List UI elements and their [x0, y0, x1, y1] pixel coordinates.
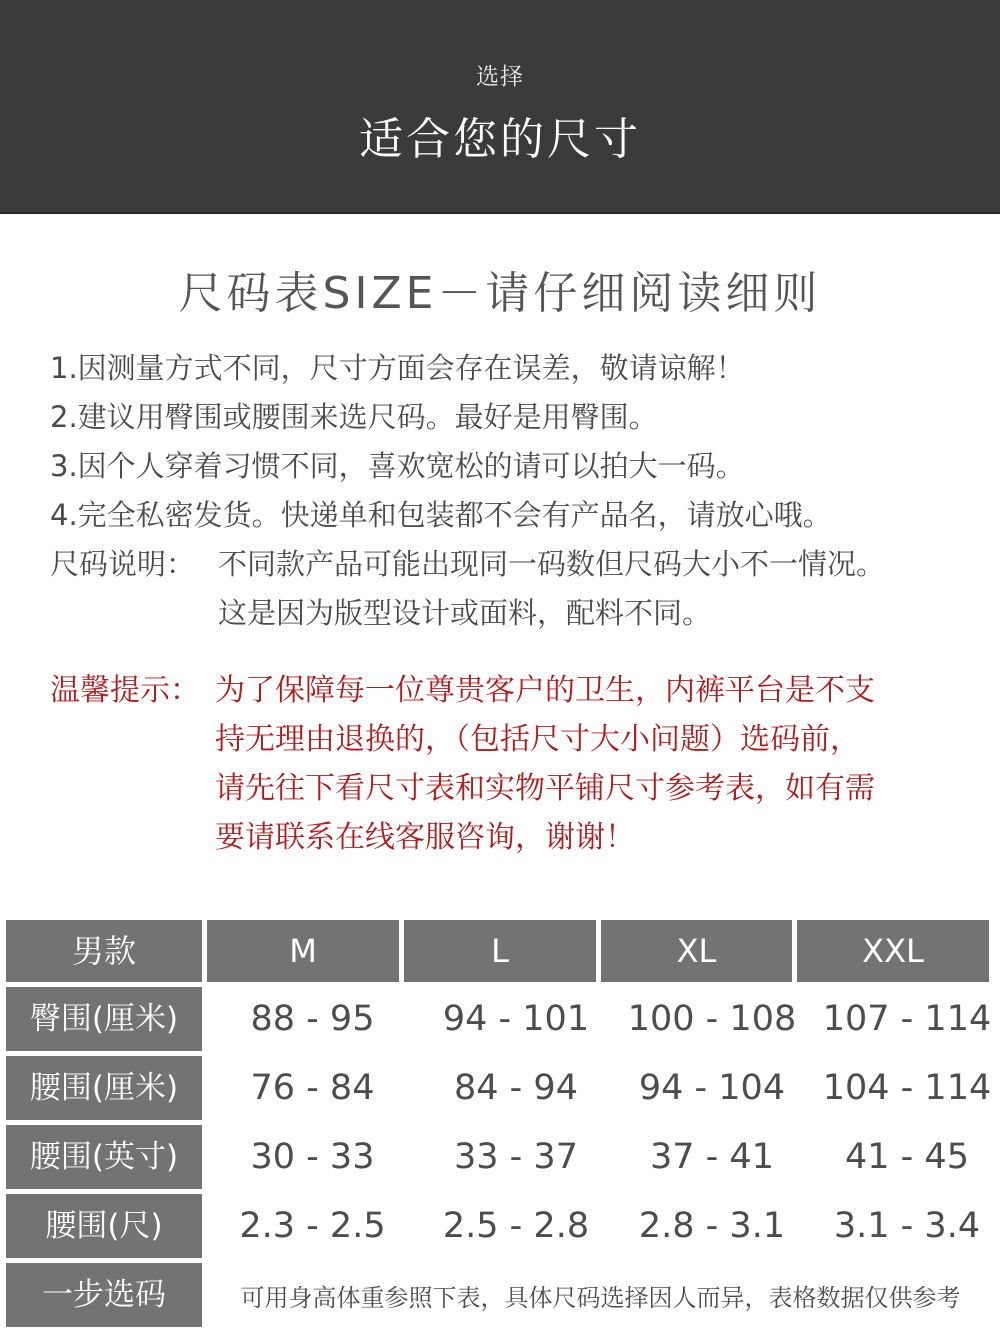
note-item: 2.建议用臀围或腰围来选尺码。最好是用臀围。 [50, 400, 658, 434]
table-cell: 2.8 - 3.1 [638, 1206, 786, 1246]
table-cell: 104 - 114 [822, 1068, 992, 1108]
size-table [6, 920, 994, 1332]
table-cell: 30 - 33 [250, 1137, 375, 1177]
row-label: 腰围(英寸) [6, 1125, 202, 1189]
table-cell: 2.3 - 2.5 [239, 1206, 386, 1246]
table-cell: 88 - 95 [250, 999, 375, 1039]
banner-subtitle: 选择 [476, 64, 524, 90]
explanation-line: 不同款产品可能出现同一码数但尺码大小不一情况。 [218, 547, 886, 581]
table-cell: 2.5 - 2.8 [442, 1206, 590, 1246]
table-row [6, 987, 994, 1051]
footer-note: 可用身高体重参照下表，具体尺码选择因人而异，表格数据仅供参考 [240, 1284, 961, 1312]
tip-line: 要请联系在线客服咨询，谢谢！ [215, 820, 635, 855]
table-cell: 107 - 114 [822, 999, 992, 1039]
tip-line: 为了保障每一位尊贵客户的卫生，内裤平台是不支 [215, 673, 875, 708]
table-cell: 3.1 - 3.4 [833, 1206, 981, 1246]
table-footer-row [6, 1263, 994, 1327]
warm-tip [50, 666, 980, 862]
banner-title: 适合您的尺寸 [359, 114, 641, 165]
row-label: 腰围(厘米) [6, 1056, 202, 1120]
note-item: 4.完全私密发货。快递单和包装都不会有产品名，请放心哦。 [50, 498, 832, 532]
header-cell-size: XXL [797, 920, 989, 982]
title-banner [0, 0, 1000, 214]
row-label: 腰围(尺) [6, 1194, 202, 1258]
explanation-label: 尺码说明： [50, 547, 196, 581]
tip-line: 持无理由退换的，（包括尺寸大小问题）选码前， [215, 722, 860, 757]
header-cell-size: XL [601, 920, 792, 982]
tip-label: 温馨提示： [50, 673, 200, 708]
table-cell: 84 - 94 [454, 1068, 578, 1108]
table-row [6, 1125, 994, 1189]
tip-line: 请先往下看尺寸表和实物平铺尺寸参考表，如有需 [215, 771, 875, 806]
header-cell-size: L [404, 920, 596, 982]
table-cell: 94 - 104 [638, 1068, 786, 1108]
table-cell: 100 - 108 [627, 999, 797, 1039]
table-cell: 37 - 41 [650, 1137, 774, 1177]
table-header-row [6, 920, 994, 982]
note-item: 1.因测量方式不同，尺寸方面会存在误差，敬请谅解！ [50, 351, 745, 385]
explanation-text [218, 540, 885, 638]
header-cell-style: 男款 [6, 920, 202, 982]
explanation-line: 这是因为版型设计或面料，配料不同。 [218, 596, 712, 630]
note-item: 3.因个人穿着习惯不同，喜欢宽松的请可以拍大一码。 [50, 449, 745, 483]
notes-section [50, 344, 980, 638]
table-cell: 76 - 84 [250, 1068, 375, 1108]
tip-text [215, 666, 875, 862]
size-chart-heading: 尺码表SIZE－请仔细阅读细则 [178, 268, 822, 319]
size-explanation [50, 540, 980, 638]
row-label: 臀围(厘米) [6, 987, 202, 1051]
header-cell-size: M [207, 920, 399, 982]
table-cell: 94 - 101 [442, 999, 590, 1039]
table-cell: 33 - 37 [454, 1137, 578, 1177]
row-label: 一步选码 [6, 1263, 202, 1327]
table-row [6, 1194, 994, 1258]
table-row [6, 1056, 994, 1120]
table-cell: 41 - 45 [845, 1137, 969, 1177]
